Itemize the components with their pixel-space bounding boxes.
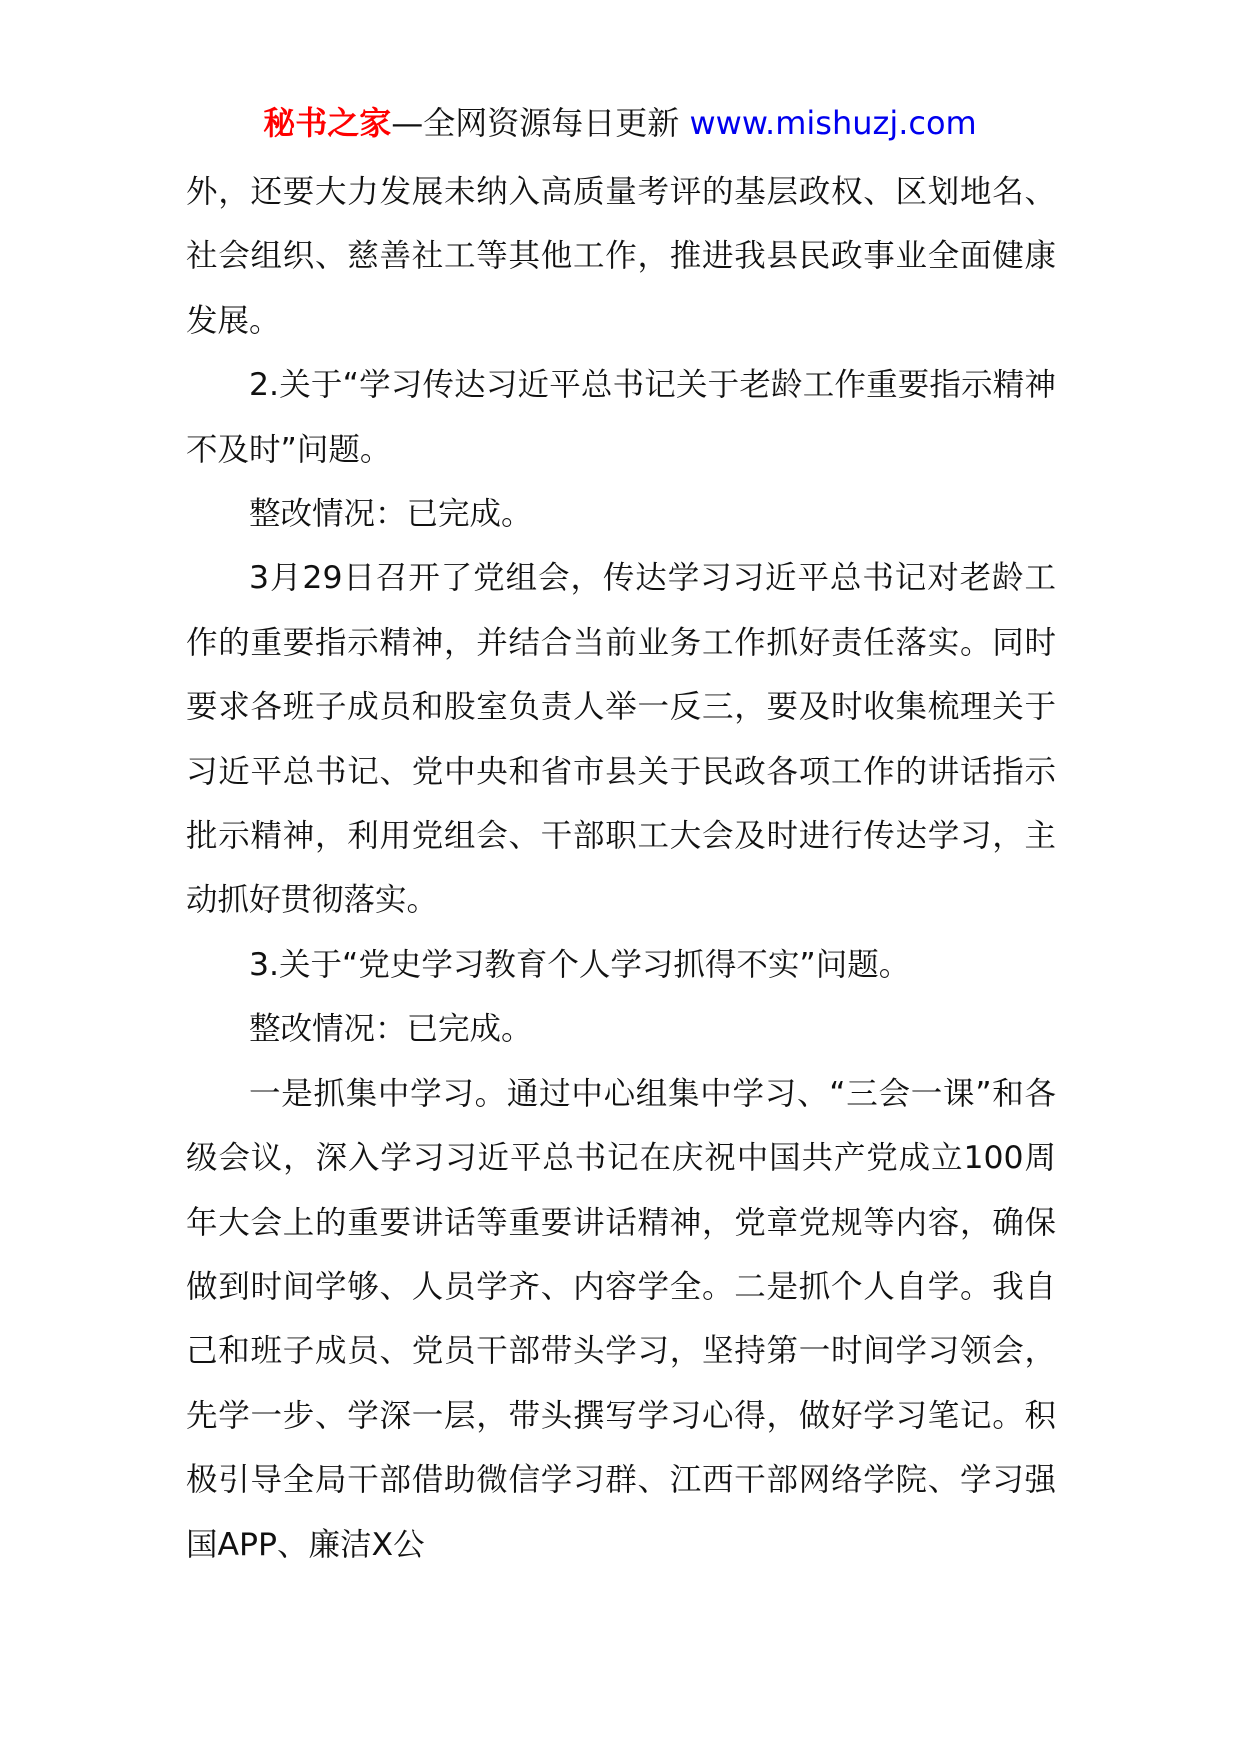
paragraph-detail-2: 3月29日召开了党组会，传达学习习近平总书记对老龄工作的重要指示精神，并结合当前业务工作抓好责任落实。同时要求各班子成员和股室负责人举一反三，要及时收集梳理关于习近平总书记、党中央和省市县关于民政各项工作的讲话指示批示精神，利用党组会、干部职工大会及时进行传达学习，主动抓好贯彻落实。 (186, 560, 1056, 919)
document-body (186, 160, 1056, 1577)
paragraph-issue-2: 2.关于“学习传达习近平总书记关于老龄工作重要指示精神不及时”问题。 (186, 367, 1056, 468)
paragraph-issue-3: 3.关于“党史学习教育个人学习抓得不实”问题。 (249, 946, 911, 983)
header-brand: 秘书之家 (263, 104, 392, 142)
paragraph-status-3: 整改情况：已完成。 (249, 1011, 533, 1048)
page-header (0, 100, 1240, 146)
paragraph-status-2: 整改情况：已完成。 (249, 496, 533, 533)
header-tagline: —全网资源每日更新 (391, 104, 690, 142)
header-url-link[interactable]: www.mishuzj.com (689, 104, 977, 142)
paragraph-continuation: 外，还要大力发展未纳入高质量考评的基层政权、区划地名、社会组织、慈善社工等其他工作，推进我县民政事业全面健康发展。 (186, 174, 1056, 339)
paragraph-detail-3: 一是抓集中学习。通过中心组集中学习、“三会一课”和各级会议，深入学习习近平总书记在庆祝中国共产党成立100周年大会上的重要讲话等重要讲话精神，党章党规等内容，确保做到时间学够、人员学齐、内容学全。二是抓个人自学。我自己和班子成员、党员干部带头学习，坚持第一时间学习领会，先学一步、学深一层，带头撰写学习心得，做好学习笔记。积极引导全局干部借助微信学习群、江西干部网络学院、学习强国APP、廉洁X公 (186, 1075, 1056, 1563)
